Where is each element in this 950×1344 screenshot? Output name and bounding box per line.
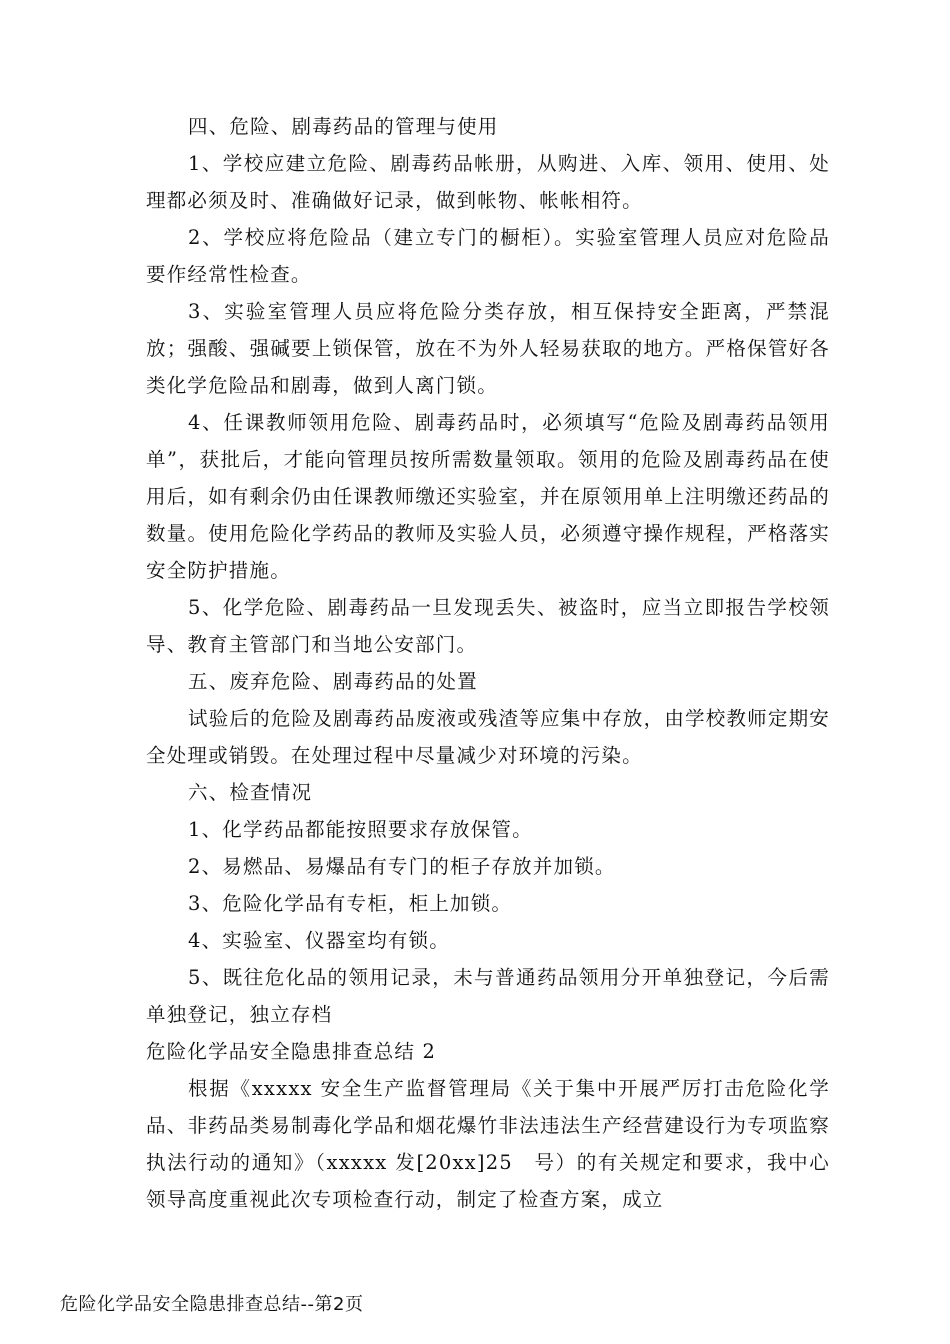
paragraph: 根据《xxxxx 安全生产监督管理局《关于集中开展严厉打击危险化学品、非药品类易制毒化学品和烟花爆竹非法违法生产经营建设行为专项监察执法行动的通知》（xxxxx 发[20xx]25 号）的有关规定和要求，我中心领导高度重视此次专项检查行动，制定了检查方案，成立	[146, 1077, 830, 1211]
paragraph: 危险化学品安全隐患排查总结 2	[146, 1040, 437, 1063]
paragraph: 2、易燃品、易爆品有专门的柜子存放并加锁。	[188, 855, 616, 878]
paragraph: 4、实验室、仪器室均有锁。	[188, 929, 451, 952]
page-footer: 危险化学品安全隐患排查总结--第2页	[60, 1294, 364, 1315]
paragraph: 3、实验室管理人员应将危险分类存放，相互保持安全距离，严禁混放；强酸、强碱要上锁保管，放在不为外人轻易获取的地方。严格保管好各类化学危险品和剧毒，做到人离门锁。	[146, 300, 830, 397]
paragraph: 1、学校应建立危险、剧毒药品帐册，从购进、入库、领用、使用、处理都必须及时、准确做好记录，做到帐物、帐帐相符。	[146, 152, 830, 212]
paragraph: 四、危险、剧毒药品的管理与使用	[188, 115, 499, 138]
paragraph: 五、废弃危险、剧毒药品的处置	[188, 670, 478, 693]
paragraph: 2、学校应将危险品（建立专门的橱柜）。实验室管理人员应对危险品要作经常性检查。	[146, 226, 830, 286]
paragraph: 5、既往危化品的领用记录，未与普通药品领用分开单独登记，今后需单独登记，独立存档	[146, 966, 830, 1026]
paragraph: 5、化学危险、剧毒药品一旦发现丢失、被盗时，应当立即报告学校领导、教育主管部门和当地公安部门。	[146, 596, 830, 656]
paragraph: 1、化学药品都能按照要求存放保管。	[188, 818, 533, 841]
paragraph: 3、危险化学品有专柜，柜上加锁。	[188, 892, 513, 915]
document-body	[146, 108, 830, 1218]
paragraph: 六、检查情况	[188, 781, 313, 804]
paragraph: 4、任课教师领用危险、剧毒药品时，必须填写“危险及剧毒药品领用单”，获批后，才能向管理员按所需数量领取。领用的危险及剧毒药品在使用后，如有剩余仍由任课教师缴还实验室，并在原领用单上注明缴还药品的数量。使用危险化学药品的教师及实验人员，必须遵守操作规程，严格落实安全防护措施。	[146, 411, 830, 582]
paragraph: 试验后的危险及剧毒药品废液或残渣等应集中存放，由学校教师定期安全处理或销毁。在处理过程中尽量减少对环境的污染。	[146, 707, 830, 767]
